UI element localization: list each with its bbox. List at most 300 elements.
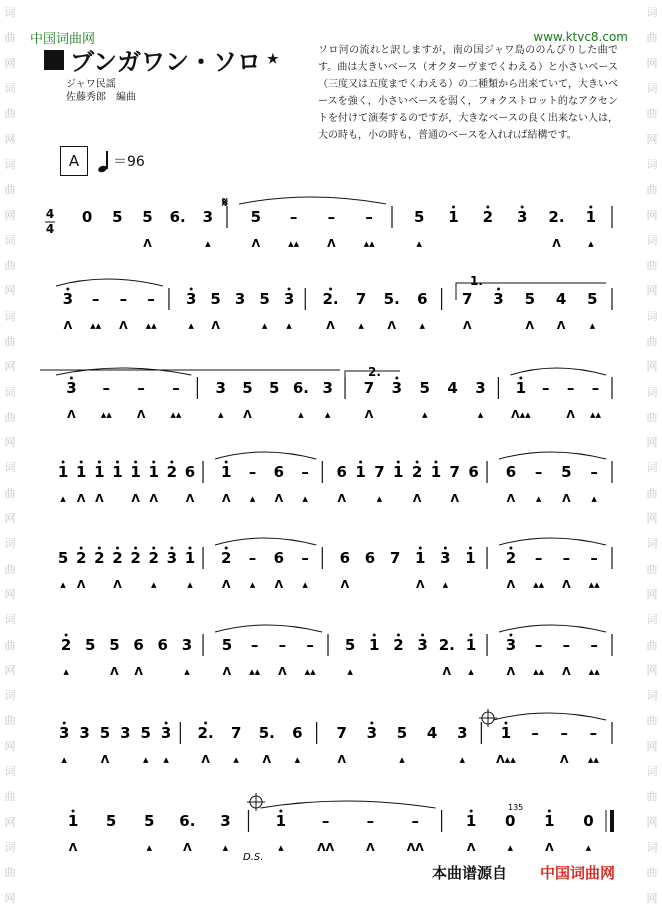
- watermark-glyph: 词: [4, 840, 16, 854]
- site-logo-text[interactable]: 中国词曲网: [30, 32, 96, 47]
- watermark-glyph: 曲: [646, 790, 658, 804]
- score-note: 5: [144, 812, 155, 830]
- bass-accent: ▴: [421, 408, 428, 421]
- title-text: ブンガワン・ソロ: [70, 47, 262, 76]
- watermark-glyph: 网: [4, 739, 16, 753]
- bass-accent: ▴: [507, 841, 514, 854]
- score-note: 5: [112, 208, 123, 226]
- score-note: 3: [58, 724, 70, 742]
- bass-accent: ▴: [399, 753, 405, 766]
- time-signature-bottom: 4: [45, 222, 55, 236]
- bass-accent: Λ: [110, 665, 119, 678]
- bass-accent: ▴: [261, 319, 268, 332]
- octave-dot: [165, 722, 168, 725]
- score-note: –: [534, 636, 543, 654]
- score-note: 2.: [548, 208, 565, 226]
- watermark-glyph: 曲: [4, 790, 16, 804]
- octave-dot: [70, 377, 73, 380]
- score-note: –: [366, 812, 375, 830]
- ds-label: D.S.: [243, 852, 264, 863]
- score-note: 3: [234, 290, 246, 308]
- bass-accent: ▴: [302, 492, 308, 505]
- score-note: 5: [396, 724, 408, 742]
- bass-accent: ▴: [376, 492, 383, 505]
- bass-accent: Λ: [562, 492, 571, 505]
- score-note: 4: [447, 379, 458, 397]
- score-note: 6: [133, 636, 144, 654]
- bass-accent: ▴: [188, 319, 194, 332]
- watermark-glyph: 词: [646, 613, 658, 627]
- octave-dot: [288, 288, 291, 291]
- score-note: 2: [112, 549, 123, 567]
- score-note: 2.: [438, 636, 455, 654]
- bass-accent: Λ: [76, 578, 86, 591]
- score-note: 3: [66, 379, 77, 397]
- octave-dot: [469, 634, 472, 637]
- bass-accent: Λ: [95, 492, 104, 505]
- tie-arc: [499, 452, 606, 459]
- octave-dot: [72, 810, 75, 813]
- score-note: 5: [142, 208, 153, 226]
- song-description: ソロ河の流れと訳しますが，南の国ジャワ島ののんびりした曲です。曲は大きいベース（オクターヴまでくわえる）と小さいベース（三度又は五度までくわえる）の二種類から出来ていて，大きいベースを強く，小さいベースを弱く，フォクストロット的なアクセントを付けて演奏するのですが，大きなベースの良く出来ない人は，大の時も，小の時も，普通のベースを入れれば結構です。: [318, 45, 618, 141]
- octave-dot: [279, 810, 282, 813]
- score-note: 6.: [179, 812, 196, 830]
- watermark-glyph: 网: [4, 663, 16, 677]
- score-note: –: [301, 549, 309, 567]
- score-note: 1: [500, 724, 512, 742]
- watermark-glyph: 网: [4, 891, 16, 905]
- score-note: –: [534, 549, 543, 567]
- score-note: 1: [415, 549, 426, 567]
- bass-accent: ▴: [222, 841, 229, 854]
- octave-dot: [470, 810, 473, 813]
- bass-accent: Λ: [143, 237, 152, 250]
- watermark-glyph: 词: [646, 840, 658, 854]
- score-note: 0: [583, 812, 594, 830]
- score-note: 5: [344, 636, 356, 654]
- bass-accent: ▴▴: [590, 408, 602, 421]
- bass-accent: ▴▴: [145, 319, 157, 332]
- score-note: –: [278, 636, 287, 654]
- watermark-glyph: 曲: [646, 486, 658, 500]
- score-note: 4: [426, 724, 438, 742]
- score-note: 5: [561, 463, 572, 481]
- watermark-glyph: 网: [646, 132, 658, 146]
- score-note: 7: [336, 724, 347, 742]
- score-note: –: [250, 636, 259, 654]
- watermark-glyph: 网: [646, 436, 658, 450]
- score-note: –: [248, 463, 257, 481]
- octave-dot: [170, 547, 173, 550]
- score-note: –: [562, 636, 571, 654]
- octave-dot: [63, 722, 66, 725]
- bass-accent: Λ: [201, 753, 210, 766]
- watermark-glyph: 网: [4, 815, 16, 829]
- watermark-glyph: 网: [646, 739, 658, 753]
- score-note: –: [542, 379, 550, 397]
- volta-1-label: 1.: [470, 274, 483, 288]
- score-note: 1: [220, 463, 232, 481]
- octave-dot: [497, 288, 500, 291]
- watermark-glyph: 词: [4, 157, 16, 171]
- watermark-glyph: 曲: [4, 410, 16, 424]
- score-note: 1: [430, 463, 442, 481]
- watermark-glyph: 曲: [4, 259, 16, 273]
- score-note: –: [531, 724, 539, 742]
- score-note: 3: [220, 812, 231, 830]
- watermark-glyph: 词: [646, 461, 658, 475]
- bass-accent: ▴▴: [588, 665, 600, 678]
- score-note: 1: [148, 463, 159, 481]
- octave-dot: [134, 461, 137, 464]
- score-note: 1: [94, 463, 105, 481]
- tie-arc: [260, 801, 435, 808]
- score-note: 3: [440, 549, 451, 567]
- bass-accent: ▴: [585, 841, 592, 854]
- tie-arc: [510, 368, 606, 375]
- bass-accent: ▴▴: [288, 237, 300, 250]
- score-note: 3: [185, 290, 197, 308]
- score-note: 5: [221, 636, 233, 654]
- score-note: 3: [322, 379, 333, 397]
- score-note: –: [147, 290, 155, 308]
- bass-accent: Λ: [556, 319, 566, 332]
- tie-arc: [499, 625, 606, 632]
- score-note: –: [119, 290, 128, 308]
- bass-accent: Λ: [326, 319, 335, 332]
- bass-accent: Λ: [243, 408, 252, 421]
- tie-arc: [215, 452, 316, 459]
- bass-accent: Λ: [566, 408, 575, 421]
- score-note: 2: [166, 463, 178, 481]
- watermark-glyph: 词: [4, 537, 16, 551]
- watermark-glyph: 词: [646, 82, 658, 96]
- watermark-glyph: 网: [646, 284, 658, 298]
- score-note: 5: [210, 290, 221, 308]
- bass-accent: Λ: [274, 578, 284, 591]
- watermark-glyph: 网: [4, 587, 16, 601]
- score-note: 7: [355, 290, 367, 308]
- bass-accent: ▴: [286, 319, 292, 332]
- watermark-glyph: 网: [4, 284, 16, 298]
- octave-dot: [65, 634, 68, 637]
- score-note: 1: [544, 812, 555, 830]
- bass-accent: Λ: [211, 319, 220, 332]
- watermark-glyph: 曲: [646, 259, 658, 273]
- score-note: 3: [79, 724, 90, 742]
- tie-arc: [215, 538, 316, 545]
- score-note: 3: [166, 549, 178, 567]
- time-signature-top: 4: [45, 207, 55, 221]
- score-note: 3: [283, 290, 295, 308]
- score-note: 5: [250, 208, 262, 226]
- score-note: 7: [462, 290, 473, 308]
- score-note: 2: [393, 636, 404, 654]
- score-note: –: [590, 636, 598, 654]
- score-note: 2: [220, 549, 232, 567]
- bass-accent: Λ: [100, 753, 110, 766]
- score-note: 1: [465, 636, 477, 654]
- score-note: 3: [457, 724, 468, 742]
- score-note: 5: [109, 636, 120, 654]
- bass-accent: Λ: [221, 492, 231, 505]
- source-label: 本曲谱源自: [432, 864, 508, 882]
- score-note: 7: [363, 379, 375, 397]
- bass-accent: Λ: [415, 578, 425, 591]
- bass-accent: Λ: [222, 665, 232, 678]
- volta-2-label: 2.: [368, 365, 381, 379]
- bass-accent: ▴: [163, 753, 169, 766]
- watermark-glyph: 曲: [646, 562, 658, 576]
- bass-accent: ▴▴: [304, 665, 316, 678]
- bass-accent: Λ: [560, 753, 569, 766]
- score-note: 5: [105, 812, 117, 830]
- score-note: 5.: [383, 290, 400, 308]
- octave-dot: [329, 288, 332, 291]
- bass-accent: Λ: [131, 492, 140, 505]
- octave-dot: [395, 377, 398, 380]
- bass-accent: ▴: [416, 237, 422, 250]
- score-note: 2: [505, 549, 517, 567]
- watermark-glyph: 网: [646, 891, 658, 905]
- credit-arranger: 佐藤秀郎 編曲: [66, 92, 136, 103]
- watermark-glyph: 曲: [4, 31, 16, 45]
- bass-accent: Λ: [412, 492, 422, 505]
- octave-dot: [225, 547, 228, 550]
- score-note: 5: [140, 724, 151, 742]
- watermark-glyph: 词: [4, 233, 16, 247]
- score-note: 3: [391, 379, 403, 397]
- octave-dot: [421, 634, 424, 637]
- watermark-glyph: 网: [646, 663, 658, 677]
- watermark-glyph: 曲: [4, 866, 16, 880]
- watermark-glyph: 词: [646, 385, 658, 399]
- bass-accent: ▴: [142, 753, 149, 766]
- watermark-glyph: 词: [4, 385, 16, 399]
- bass-accent: ▴▴: [363, 237, 375, 250]
- bass-accent: ▴: [591, 492, 597, 505]
- octave-dot: [80, 461, 83, 464]
- score-note: 2: [75, 549, 87, 567]
- bass-accent: ▴: [535, 492, 542, 505]
- score-note: 2: [94, 549, 105, 567]
- bass-accent: ▴: [589, 319, 596, 332]
- bass-accent: Λ: [221, 578, 231, 591]
- watermark-glyph: 词: [4, 765, 16, 779]
- octave-dot: [152, 547, 155, 550]
- bass-accent: ▴: [249, 492, 256, 505]
- score-note: 1: [448, 208, 459, 226]
- octave-dot: [548, 810, 551, 813]
- score-note: 1: [369, 636, 380, 654]
- score-note: –: [172, 379, 180, 397]
- bass-accent: ▴▴: [533, 665, 545, 678]
- score-note: 4: [555, 290, 567, 308]
- site-url[interactable]: www.ktvc8.com: [533, 30, 628, 44]
- score-note: –: [306, 636, 314, 654]
- bass-accent: Λ: [364, 408, 374, 421]
- bass-accent: ▴: [63, 665, 69, 678]
- tempo-value: ＝96: [113, 154, 145, 170]
- watermark-glyph: 网: [4, 436, 16, 450]
- score-note: 2: [148, 549, 159, 567]
- tie-arc: [56, 279, 163, 286]
- score-note: 3: [516, 208, 528, 226]
- score-note: 3: [493, 290, 504, 308]
- score-note: 6: [468, 463, 479, 481]
- score-note: 3: [417, 636, 428, 654]
- octave-dot: [416, 461, 419, 464]
- bass-accent: Λ: [506, 665, 516, 678]
- source-site[interactable]: 中国词曲网: [540, 864, 616, 882]
- octave-dot: [188, 547, 191, 550]
- tie-arc: [499, 538, 606, 545]
- octave-dot: [521, 206, 524, 209]
- octave-dot: [116, 461, 119, 464]
- score-note: –: [289, 208, 298, 226]
- tie-arc: [215, 625, 322, 632]
- triplet-label: 135: [508, 803, 524, 812]
- score-note: –: [327, 208, 336, 226]
- score-note: –: [102, 379, 111, 397]
- bass-accent: Λ: [119, 319, 128, 332]
- bass-accent: ▴: [419, 319, 426, 332]
- bass-accent: Λ: [149, 492, 158, 505]
- bass-accent: Λ: [337, 753, 346, 766]
- bass-accent: Λ: [262, 753, 272, 766]
- watermark-glyph: 词: [646, 765, 658, 779]
- bass-accent: ▴: [298, 408, 304, 421]
- score-note: 2: [482, 208, 494, 226]
- watermark-glyph: 网: [4, 512, 16, 526]
- bass-accent: ▴: [217, 408, 224, 421]
- bass-accent: ▴: [146, 841, 153, 854]
- octave-dot: [397, 461, 400, 464]
- watermark-glyph: 曲: [646, 714, 658, 728]
- score-note: –: [560, 724, 569, 742]
- bass-accent: Λ: [63, 319, 73, 332]
- bass-accent: ▴▴: [90, 319, 102, 332]
- bass-accent: ▴: [588, 237, 594, 250]
- score-note: 3: [62, 290, 74, 308]
- score-note: 7: [389, 549, 401, 567]
- score-note: 2.: [322, 290, 339, 308]
- score-note: 6: [336, 463, 347, 481]
- score-note: 3: [160, 724, 172, 742]
- score-note: 6.: [169, 208, 186, 226]
- octave-dot: [452, 206, 455, 209]
- score-note: 1: [75, 463, 87, 481]
- watermark-glyph: 网: [646, 815, 658, 829]
- score-note: 3: [505, 636, 517, 654]
- score-note: 5: [413, 208, 425, 226]
- score-note: 1: [275, 812, 287, 830]
- watermark-glyph: 网: [646, 360, 658, 374]
- score-note: 1: [184, 549, 196, 567]
- score-note: 3: [475, 379, 486, 397]
- watermark-glyph: 曲: [646, 638, 658, 652]
- bass-accent: Λ: [67, 408, 76, 421]
- watermark-glyph: 曲: [4, 562, 16, 576]
- score-note: 0: [81, 208, 93, 226]
- bass-accent: ▴▴: [100, 408, 112, 421]
- bass-accent: Λ: [274, 492, 284, 505]
- bass-accent: Λ▴▴: [496, 753, 516, 766]
- bass-accent: Λ: [251, 237, 261, 250]
- tie-arc: [56, 368, 191, 375]
- bass-accent: ▴: [184, 665, 190, 678]
- watermark-glyph: 词: [646, 6, 658, 20]
- bass-accent: Λ: [185, 492, 195, 505]
- bass-accent: Λ: [76, 492, 86, 505]
- score-note: 7: [230, 724, 242, 742]
- bass-accent: ▴: [278, 841, 284, 854]
- bass-accent: ▴: [347, 665, 353, 678]
- bass-accent: ▴: [249, 578, 256, 591]
- bass-accent: ▴▴: [533, 578, 545, 591]
- bass-accent: Λ: [337, 492, 346, 505]
- bass-accent: ▴: [60, 492, 66, 505]
- watermark-glyph: 词: [646, 537, 658, 551]
- watermark-glyph: 词: [4, 461, 16, 475]
- octave-dot: [62, 461, 65, 464]
- score-note: 3: [366, 724, 378, 742]
- bass-accent: Λ▴▴: [511, 408, 531, 421]
- title-star-mark: ★: [267, 52, 279, 67]
- watermark-glyph: 网: [4, 132, 16, 146]
- octave-dot: [225, 461, 228, 464]
- watermark-glyph: 词: [646, 309, 658, 323]
- watermark-glyph: 网: [646, 56, 658, 70]
- bass-accent: Λ: [134, 665, 143, 678]
- watermark-glyph: 网: [646, 512, 658, 526]
- score-note: 2: [130, 549, 141, 567]
- octave-dot: [66, 288, 69, 291]
- octave-dot: [370, 722, 373, 725]
- bass-accent: ▴: [459, 753, 466, 766]
- score-note: 2.: [197, 724, 214, 742]
- bass-accent: Λ: [562, 665, 571, 678]
- bass-accent: ΛΛ: [406, 841, 424, 854]
- score-note: 5: [587, 290, 598, 308]
- watermark-glyph: 网: [646, 208, 658, 222]
- score-note: 6: [417, 290, 428, 308]
- watermark-glyph: 词: [646, 233, 658, 247]
- score-note: 1: [112, 463, 123, 481]
- watermark-glyph: 曲: [646, 107, 658, 121]
- watermark-glyph: 网: [4, 208, 16, 222]
- score-note: 7: [374, 463, 385, 481]
- score-note: –: [590, 549, 598, 567]
- octave-dot: [116, 547, 119, 550]
- bass-accent: ▴: [150, 578, 157, 591]
- watermark-glyph: 曲: [646, 183, 658, 197]
- score-note: –: [590, 463, 598, 481]
- bass-accent: Λ: [462, 319, 472, 332]
- bass-accent: ▴: [468, 665, 474, 678]
- score-note: 5: [57, 549, 69, 567]
- octave-dot: [419, 547, 422, 550]
- bass-accent: ▴▴: [587, 753, 599, 766]
- tie-arc: [493, 713, 606, 720]
- bass-accent: Λ: [466, 841, 476, 854]
- watermark-glyph: 词: [4, 309, 16, 323]
- score-note: 1: [130, 463, 141, 481]
- bass-accent: ▴: [187, 578, 193, 591]
- watermark-glyph: 曲: [4, 486, 16, 500]
- credit-origin: ジャワ民謡: [66, 79, 116, 90]
- watermark-glyph: 曲: [646, 335, 658, 348]
